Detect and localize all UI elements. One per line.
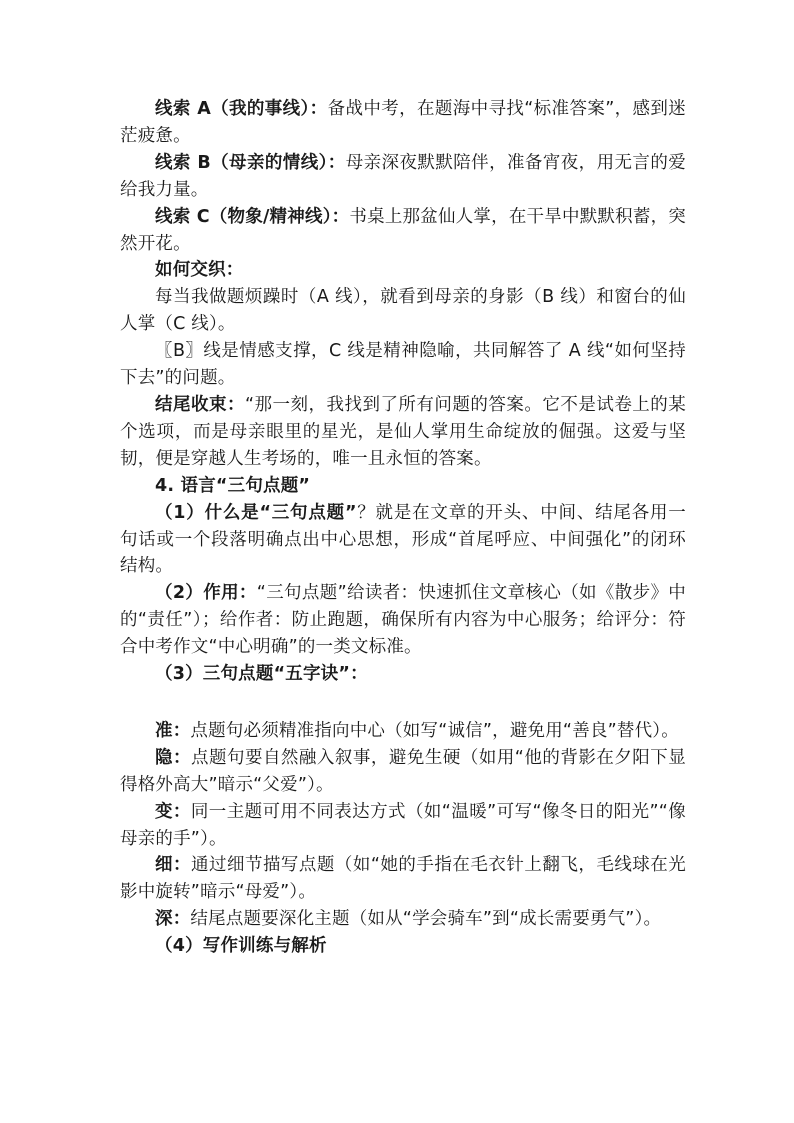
bian-text: 同一主题可用不同表达方式（如“温暖”可写“像冬日的阳光”“像母亲的手”）。 [120,801,686,849]
paragraph-ending [120,392,686,473]
section-heading-training [120,933,686,960]
paragraph-clue-b [120,150,686,204]
what-is-label: （1）什么是“三句点题” [155,502,357,523]
shen-text: 结尾点题要深化主题（如从“学会骑车”到“成长需要勇气”）。 [190,909,662,930]
paragraph-xi [120,852,686,906]
five-words-heading: （3）三句点题“五字诀”： [155,664,368,685]
xi-label: 细： [155,855,191,876]
function-text: “三句点题”给读者：快速抓住文章核心（如《散步》中的“责任”）；给作者：防止跑题，确保所有内容为中心服务；给评分：符合中考作文“中心明确”的一类文标准。 [120,583,686,658]
clue-c-label: 线索 C（物象/精神线）： [155,206,350,227]
ending-text: “那一刻，我找到了所有问题的答案。它不是试卷上的某个选项，而是母亲眼里的星光，是仙人掌用生命绽放的倔强。这爱与坚韧，便是穿越人生考场的，唯一且永恒的答案。 [120,394,686,469]
yin-label: 隐： [155,747,191,768]
blank-line [120,688,686,718]
clue-b-text: 母亲深夜默默陪伴，准备宵夜，用无言的爱给我力量。 [120,152,686,200]
clue-a-label: 线索 A（我的事线）： [155,99,328,119]
paragraph-what-is [120,500,686,581]
zhun-label: 准： [155,720,191,741]
paragraph-clue-a [120,96,686,150]
clue-b-label: 线索 B（母亲的情线）： [155,152,346,173]
clue-a-text: 备战中考，在题海中寻找“标准答案”，感到迷茫疲惫。 [120,99,686,146]
function-label: （2）作用： [155,583,257,604]
interweave-heading: 如何交织： [155,260,244,281]
section-4-title: 4. 语言“三句点题” [155,475,311,496]
interweave-text-2: 〖B〗线是情感支撑，C 线是精神隐喻，共同解答了 A 线“如何坚持下去”的问题。 [120,341,686,389]
xi-text: 通过细节描写点题（如“她的手指在毛衣针上翻飞，毛线球在光影中旋转”暗示“母爱”）。 [120,855,686,903]
paragraph-yin [120,745,686,799]
what-is-text: ？就是在文章的开头、中间、结尾各用一句话或一个段落明确点出中心思想，形成“首尾呼应、中间强化”的闭环结构。 [120,502,686,577]
training-heading: （4）写作训练与解析 [155,936,327,957]
bian-label: 变： [155,801,191,822]
paragraph-shen [120,906,686,933]
paragraph-five-words [120,661,686,688]
interweave-text-1: 每当我做题烦躁时（A 线），就看到母亲的身影（B 线）和窗台的仙人掌（C 线）。 [120,287,686,335]
zhun-text: 点题句必须精准指向中心（如写“诚信”，避免用“善良”替代）。 [190,720,679,741]
paragraph-bian [120,799,686,853]
paragraph-interweave-heading [120,257,686,284]
paragraph-interweave-1 [120,284,686,338]
clue-c-text: 书桌上那盆仙人掌，在干旱中默默积蓄，突然开花。 [120,206,686,254]
ending-label: 结尾收束： [155,394,245,415]
paragraph-clue-c [120,204,686,258]
document-body [120,96,686,960]
section-heading-4 [120,473,686,500]
paragraph-zhun [120,718,686,745]
paragraph-function [120,580,686,661]
yin-text: 点题句要自然融入叙事，避免生硬（如用“他的背影在夕阳下显得格外高大”暗示“父爱”）。 [120,747,686,795]
paragraph-interweave-2 [120,338,686,392]
shen-label: 深： [155,909,191,930]
